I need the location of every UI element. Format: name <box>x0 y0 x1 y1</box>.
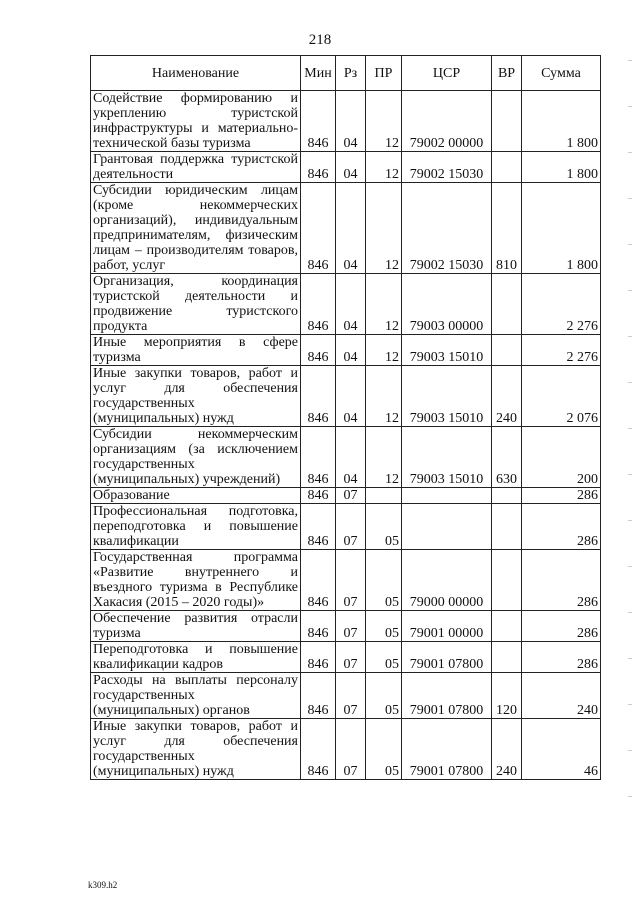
cell-rz: 04 <box>336 91 366 152</box>
cell-pr: 05 <box>366 642 402 673</box>
cell-csr: 79001 07800 <box>402 719 492 780</box>
cell-csr: 79002 00000 <box>402 91 492 152</box>
header-sum: Сумма <box>522 56 601 91</box>
cell-min: 846 <box>301 274 336 335</box>
cell-vr: 810 <box>492 183 522 274</box>
cell-sum: 1 800 <box>522 152 601 183</box>
cell-name: Переподготовка и повышение квалификации кадров <box>91 642 301 673</box>
cell-vr <box>492 335 522 366</box>
cell-min: 846 <box>301 488 336 504</box>
cell-pr: 05 <box>366 504 402 550</box>
cell-name: Содействие формированию и укреплению туристской инфраструктуры и материально-технической базы туризма <box>91 91 301 152</box>
cell-sum: 286 <box>522 488 601 504</box>
cell-min: 846 <box>301 427 336 488</box>
cell-csr: 79002 15030 <box>402 152 492 183</box>
cell-pr: 05 <box>366 550 402 611</box>
cell-pr: 12 <box>366 427 402 488</box>
cell-sum: 2 076 <box>522 366 601 427</box>
table-row <box>91 335 601 366</box>
cell-rz: 07 <box>336 673 366 719</box>
header-vr: ВР <box>492 56 522 91</box>
cell-sum: 200 <box>522 427 601 488</box>
cell-sum: 286 <box>522 642 601 673</box>
cell-csr <box>402 504 492 550</box>
cell-name: Профессиональная подготовка, переподготовка и повышение квалификации <box>91 504 301 550</box>
cell-rz: 07 <box>336 488 366 504</box>
cell-csr: 79001 07800 <box>402 673 492 719</box>
cell-csr: 79003 00000 <box>402 274 492 335</box>
cell-pr <box>366 488 402 504</box>
scan-margin-marks <box>628 60 632 840</box>
cell-sum: 286 <box>522 550 601 611</box>
cell-name: Иные закупки товаров, работ и услуг для обеспечения государственных (муниципальных) нужд <box>91 719 301 780</box>
table-header-row <box>91 56 601 91</box>
cell-name: Иные мероприятия в сфере туризма <box>91 335 301 366</box>
header-csr: ЦСР <box>402 56 492 91</box>
cell-sum: 2 276 <box>522 274 601 335</box>
cell-min: 846 <box>301 673 336 719</box>
cell-csr: 79003 15010 <box>402 335 492 366</box>
cell-pr: 05 <box>366 673 402 719</box>
cell-name: Расходы на выплаты персоналу государственных (муниципальных) органов <box>91 673 301 719</box>
cell-csr: 79001 07800 <box>402 642 492 673</box>
cell-name: Субсидии некоммерческим организациям (за исключением государственных (муниципальных) учреждений) <box>91 427 301 488</box>
cell-vr <box>492 642 522 673</box>
table-row <box>91 504 601 550</box>
table-row <box>91 366 601 427</box>
cell-min: 846 <box>301 719 336 780</box>
cell-name: Грантовая поддержка туристской деятельности <box>91 152 301 183</box>
cell-pr: 12 <box>366 274 402 335</box>
cell-name: Обеспечение развития отрасли туризма <box>91 611 301 642</box>
cell-min: 846 <box>301 366 336 427</box>
cell-csr: 79003 15010 <box>402 366 492 427</box>
cell-rz: 07 <box>336 504 366 550</box>
cell-vr: 240 <box>492 719 522 780</box>
cell-min: 846 <box>301 611 336 642</box>
cell-vr <box>492 504 522 550</box>
cell-name: Организация, координация туристской деятельности и продвижение туристского продукта <box>91 274 301 335</box>
table-row <box>91 274 601 335</box>
table-row <box>91 488 601 504</box>
cell-sum: 240 <box>522 673 601 719</box>
cell-sum: 46 <box>522 719 601 780</box>
cell-min: 846 <box>301 335 336 366</box>
cell-pr: 12 <box>366 91 402 152</box>
cell-min: 846 <box>301 91 336 152</box>
table-row <box>91 719 601 780</box>
cell-rz: 07 <box>336 642 366 673</box>
cell-vr <box>492 488 522 504</box>
cell-pr: 05 <box>366 719 402 780</box>
table-row <box>91 673 601 719</box>
cell-vr <box>492 274 522 335</box>
cell-rz: 04 <box>336 427 366 488</box>
cell-rz: 04 <box>336 335 366 366</box>
cell-min: 846 <box>301 183 336 274</box>
cell-sum: 286 <box>522 611 601 642</box>
cell-rz: 04 <box>336 274 366 335</box>
cell-sum: 1 800 <box>522 183 601 274</box>
cell-vr: 240 <box>492 366 522 427</box>
cell-name: Иные закупки товаров, работ и услуг для обеспечения государственных (муниципальных) нужд <box>91 366 301 427</box>
cell-vr <box>492 611 522 642</box>
table-row <box>91 183 601 274</box>
cell-csr: 79003 15010 <box>402 427 492 488</box>
table-row <box>91 152 601 183</box>
cell-csr: 79000 00000 <box>402 550 492 611</box>
cell-pr: 12 <box>366 335 402 366</box>
cell-rz: 07 <box>336 611 366 642</box>
header-min: Мин <box>301 56 336 91</box>
cell-rz: 07 <box>336 719 366 780</box>
cell-rz: 07 <box>336 550 366 611</box>
cell-sum: 286 <box>522 504 601 550</box>
cell-pr: 12 <box>366 152 402 183</box>
cell-rz: 04 <box>336 183 366 274</box>
table-row <box>91 427 601 488</box>
cell-min: 846 <box>301 152 336 183</box>
footer-code: k309.h2 <box>88 880 118 890</box>
header-rz: Рз <box>336 56 366 91</box>
cell-vr <box>492 91 522 152</box>
cell-min: 846 <box>301 550 336 611</box>
table-row <box>91 642 601 673</box>
cell-rz: 04 <box>336 152 366 183</box>
cell-csr: 79001 00000 <box>402 611 492 642</box>
table-row <box>91 550 601 611</box>
table-row <box>91 611 601 642</box>
cell-sum: 1 800 <box>522 91 601 152</box>
cell-vr: 120 <box>492 673 522 719</box>
cell-sum: 2 276 <box>522 335 601 366</box>
cell-rz: 04 <box>336 366 366 427</box>
cell-vr: 630 <box>492 427 522 488</box>
header-pr: ПР <box>366 56 402 91</box>
cell-vr <box>492 550 522 611</box>
cell-pr: 05 <box>366 611 402 642</box>
cell-min: 846 <box>301 642 336 673</box>
cell-pr: 12 <box>366 366 402 427</box>
cell-csr: 79002 15030 <box>402 183 492 274</box>
cell-vr <box>492 152 522 183</box>
table-row <box>91 91 601 152</box>
page-number: 218 <box>308 32 332 48</box>
table-body <box>91 91 601 780</box>
cell-name: Образование <box>91 488 301 504</box>
cell-pr: 12 <box>366 183 402 274</box>
budget-table <box>90 55 601 780</box>
cell-name: Государственная программа «Развитие внутреннего и въездного туризма в Республике Хакасия (2015 – 2020 годы)» <box>91 550 301 611</box>
cell-name: Субсидии юридическим лицам (кроме некоммерческих организаций), индивидуальным предпринимателям, физическим лицам – производителям товаров, работ, услуг <box>91 183 301 274</box>
cell-csr <box>402 488 492 504</box>
cell-min: 846 <box>301 504 336 550</box>
header-name: Наименование <box>91 56 301 91</box>
